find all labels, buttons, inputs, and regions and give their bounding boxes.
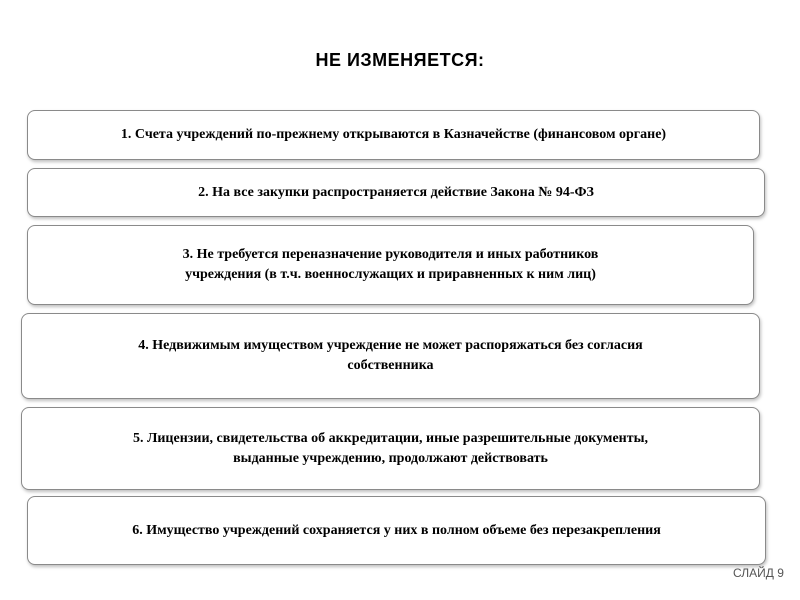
item-5-line-2: выданные учреждению, продолжают действовать [233,450,548,466]
item-text-2 [198,183,594,203]
item-6-line-1: 6. Имущество учреждений сохраняется у них в полном объеме без перезакрепления [132,522,661,538]
item-4-line-1: 4. Недвижимым имуществом учреждение не может распоряжаться без согласия [138,338,643,353]
item-box-2 [27,168,765,217]
item-text-6 [132,521,661,541]
item-box-5 [21,407,760,490]
item-box-6 [27,496,766,565]
item-box-3 [27,225,754,305]
item-5-line-1: 5. Лицензии, свидетельства об аккредитации, иные разрешительные документы, [132,430,649,446]
item-box-4 [21,313,760,399]
item-2-line-1: 2. На все закупки распространяется действие Закона № 94-ФЗ [198,184,594,200]
item-text-5 [133,429,648,469]
slide-title: НЕ ИЗМЕНЯЕТСЯ: [315,50,485,70]
item-3-line-2: учреждения (в т.ч. военнослужащих и приравненных к ним лиц) [185,267,596,282]
item-1-line-1: 1. Счета учреждений по-прежнему открываются в Казначействе (финансовом органе) [120,127,667,142]
item-text-3 [183,245,599,285]
item-box-1 [27,110,760,160]
item-4-line-2: собственника [347,358,434,373]
item-3-line-1: 3. Не требуется переназначение руководителя и иных работников [182,247,599,262]
item-text-1 [121,125,666,145]
slide-number: СЛАЙД 9 [733,566,784,580]
item-text-4 [138,336,643,376]
